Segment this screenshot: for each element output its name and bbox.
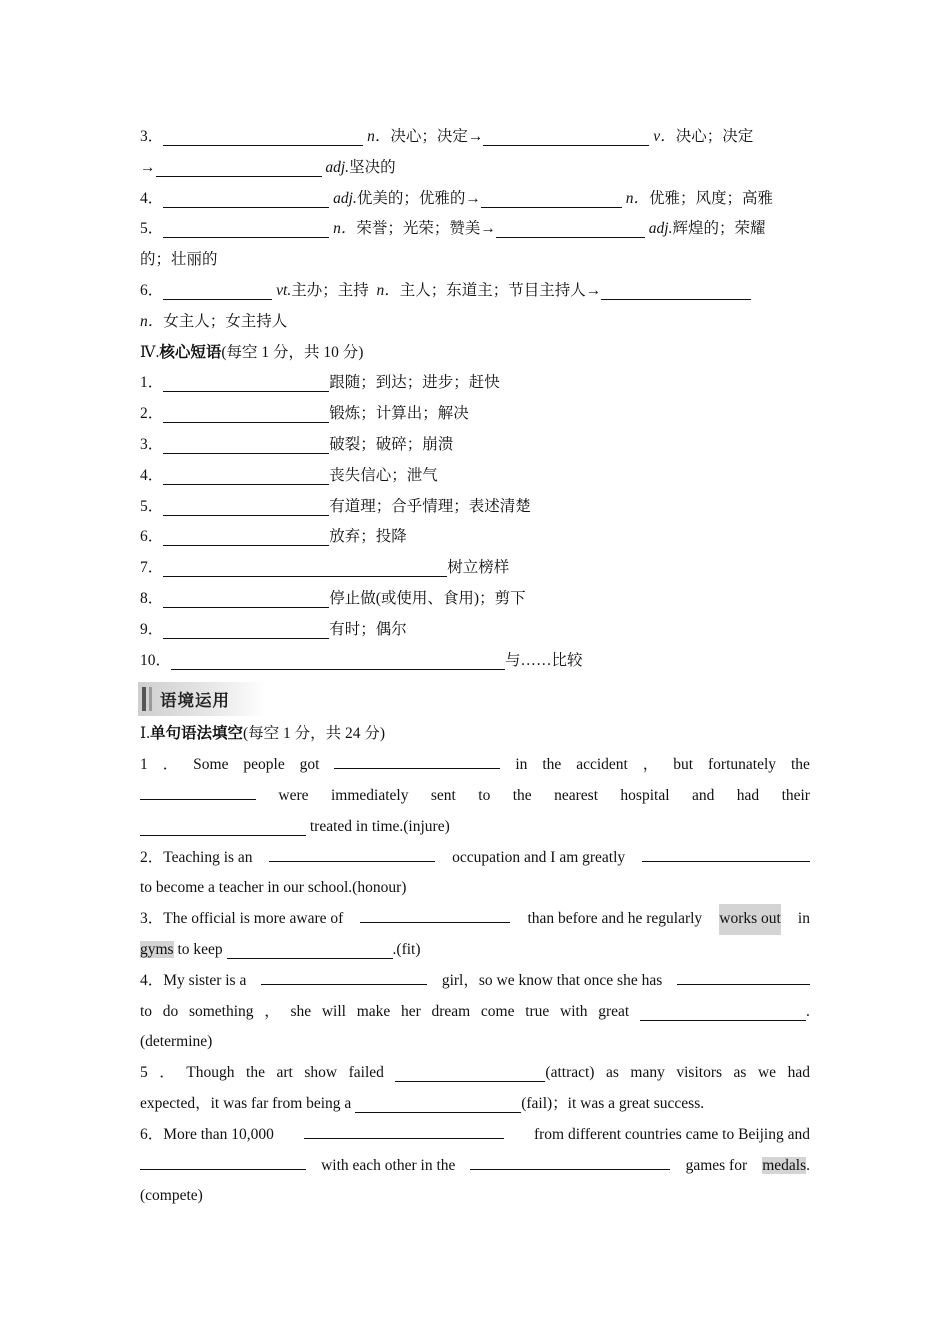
item-number: 9． xyxy=(140,620,164,638)
question-text: to become a teacher in our school.(honour) xyxy=(140,879,407,897)
answer-blank[interactable] xyxy=(642,843,810,862)
question-word: dream xyxy=(431,1002,471,1020)
answer-blank[interactable] xyxy=(163,404,329,423)
question-word: ， xyxy=(264,1002,280,1020)
meaning: 丧失信心；泄气 xyxy=(329,466,438,484)
q6-line-3 xyxy=(140,1181,810,1212)
phrase-item xyxy=(140,399,810,430)
answer-blank[interactable] xyxy=(227,940,393,959)
vocab-line-5-cont xyxy=(140,245,810,276)
question-text: (determine) xyxy=(140,1033,213,1051)
question-word: accident xyxy=(576,756,628,774)
question-word: got xyxy=(299,756,320,774)
question-text: with each other in the xyxy=(321,1156,456,1174)
question-word: were xyxy=(278,786,309,804)
banner-title: 语境运用 xyxy=(160,691,230,711)
question-word: Some xyxy=(193,756,229,774)
meaning: 坚决的 xyxy=(349,158,396,176)
answer-blank[interactable] xyxy=(470,1151,670,1170)
part-of-speech: n． xyxy=(333,220,357,238)
answer-blank[interactable] xyxy=(269,843,435,862)
item-number: 6． xyxy=(140,281,164,299)
question-word: as xyxy=(605,1064,619,1082)
question-text: to keep xyxy=(177,940,223,958)
item-number: 2． xyxy=(140,405,164,423)
meaning: 锻炼；计算出；解决 xyxy=(329,405,469,423)
question-word: show xyxy=(304,1064,338,1082)
meaning: 辉煌的；荣耀 xyxy=(672,220,766,238)
meaning: 优雅；风度；高雅 xyxy=(648,189,773,207)
item-number: 6． xyxy=(140,528,164,546)
meaning: 主人；东道主；节目主持人 xyxy=(399,281,586,299)
section-note: (每空 1 分，共 24 分) xyxy=(243,725,386,743)
phrase-item xyxy=(140,646,810,677)
arrow-icon: → xyxy=(467,128,484,145)
q2-line-1 xyxy=(140,843,810,874)
answer-blank[interactable] xyxy=(163,189,329,208)
vocab-line-4 xyxy=(140,184,810,215)
question-word: she xyxy=(290,1002,312,1020)
meaning: 荣誉；光荣；赞美 xyxy=(356,220,481,238)
meaning: 有时；偶尔 xyxy=(329,620,407,638)
part-of-speech: vt. xyxy=(276,281,292,299)
answer-blank[interactable] xyxy=(163,435,329,454)
meaning: 有道理；合乎情理；表述清楚 xyxy=(329,497,531,515)
arrow-icon: → xyxy=(585,281,602,299)
question-word: the xyxy=(542,756,562,774)
phrase-item xyxy=(140,368,810,399)
answer-blank[interactable] xyxy=(163,466,329,485)
question-word: art xyxy=(276,1064,293,1082)
item-number: 7． xyxy=(140,559,164,577)
phrase-item xyxy=(140,584,810,615)
part-of-speech: adj. xyxy=(333,189,357,207)
vocab-line-3-cont xyxy=(140,153,810,184)
q4-line-3 xyxy=(140,1027,810,1058)
answer-blank[interactable] xyxy=(163,127,363,146)
question-word: immediately xyxy=(330,786,409,804)
answer-blank[interactable] xyxy=(163,497,329,516)
meaning: 与……比较 xyxy=(505,651,583,669)
answer-blank[interactable] xyxy=(163,589,329,608)
meaning: 跟随；到达；进步；赶快 xyxy=(329,374,500,392)
arrow-icon: → xyxy=(140,158,156,176)
question-text: from different countries came to Beijing and xyxy=(533,1125,810,1143)
item-number: 4． xyxy=(140,466,164,484)
section-banner xyxy=(138,682,266,716)
vocab-line-6-cont xyxy=(140,307,810,338)
question-word: and xyxy=(691,786,715,804)
question-word: her xyxy=(400,1002,421,1020)
answer-blank[interactable] xyxy=(163,527,329,546)
answer-blank[interactable] xyxy=(163,620,329,639)
answer-blank[interactable] xyxy=(395,1063,545,1082)
q4-line-1 xyxy=(140,966,810,997)
arrow-icon: → xyxy=(465,189,481,207)
item-number: 3． xyxy=(140,128,164,145)
question-word: but xyxy=(673,756,694,774)
question-word: people xyxy=(243,756,285,774)
part-of-speech: adj. xyxy=(648,220,673,238)
answer-blank[interactable] xyxy=(334,750,500,769)
answer-blank[interactable] xyxy=(163,373,329,392)
item-number: 5． xyxy=(140,497,164,515)
q1-line-3 xyxy=(140,812,810,843)
item-number: 5． xyxy=(140,220,164,238)
section-number: Ⅳ. xyxy=(140,343,160,361)
question-word: 1 xyxy=(140,756,148,774)
q5-line-1 xyxy=(140,1058,810,1089)
meaning: 决心；决定 xyxy=(675,128,754,145)
banner-bar-icon xyxy=(149,687,152,711)
phrase-item xyxy=(140,522,810,553)
item-number: 3． xyxy=(140,435,164,453)
question-text: 4．My sister is a xyxy=(140,971,247,989)
vocab-line-6 xyxy=(140,276,810,307)
item-number: 8． xyxy=(140,589,164,607)
question-word: . xyxy=(806,1156,810,1174)
meaning: 女主人；女主持人 xyxy=(163,312,288,330)
question-word: had xyxy=(787,1064,810,1082)
answer-blank[interactable] xyxy=(140,817,306,836)
item-number: 10． xyxy=(140,651,172,669)
question-text: in xyxy=(797,910,810,928)
answer-blank[interactable] xyxy=(261,966,427,985)
question-word: ． xyxy=(162,756,179,774)
answer-blank[interactable] xyxy=(360,904,510,923)
part-of-speech: n． xyxy=(625,189,649,207)
q3-line-1 xyxy=(140,904,810,935)
answer-blank[interactable] xyxy=(355,1094,521,1113)
answer-blank[interactable] xyxy=(140,781,256,800)
question-text: .(fit) xyxy=(392,940,421,958)
section-title: 核心短语 xyxy=(159,343,222,361)
item-number: 4． xyxy=(140,189,164,207)
meaning: 停止做(或使用、食用)；剪下 xyxy=(329,589,526,607)
question-word: in xyxy=(515,756,528,774)
question-word: visitors xyxy=(676,1064,723,1082)
q6-line-2 xyxy=(140,1151,810,1182)
question-text: (compete) xyxy=(140,1187,203,1205)
question-word: (attract) xyxy=(545,1064,595,1082)
meaning: 破裂；破碎；崩溃 xyxy=(329,435,454,453)
question-word: make xyxy=(356,1002,391,1020)
phrase-item xyxy=(140,553,810,584)
question-word: Though xyxy=(186,1064,235,1082)
arrow-icon: → xyxy=(480,220,496,238)
question-word: do xyxy=(162,1002,179,1020)
phrase-item xyxy=(140,492,810,523)
answer-blank[interactable] xyxy=(640,1002,806,1021)
question-word: the xyxy=(512,786,532,804)
q5-line-2 xyxy=(140,1089,810,1120)
part-of-speech: adj. xyxy=(325,158,350,176)
answer-blank[interactable] xyxy=(156,158,322,177)
question-text: than before and he regularly xyxy=(527,910,703,928)
answer-blank[interactable] xyxy=(163,558,447,577)
phrase-item xyxy=(140,615,810,646)
worksheet-page xyxy=(140,122,810,1212)
question-text: expected，it was far from being a xyxy=(140,1094,352,1112)
question-word: to xyxy=(478,786,491,804)
question-word: true xyxy=(525,1002,550,1020)
question-text: occupation and I am greatly xyxy=(452,848,626,866)
highlighted-phrase: gyms xyxy=(140,940,174,958)
answer-blank[interactable] xyxy=(481,189,622,208)
question-word: . xyxy=(805,1002,810,1020)
question-word: sent xyxy=(430,786,456,804)
question-word: the xyxy=(790,756,810,774)
question-text: 2．Teaching is an xyxy=(140,848,253,866)
answer-blank[interactable] xyxy=(483,127,649,146)
question-word: failed xyxy=(348,1064,384,1082)
question-word: with xyxy=(560,1002,588,1020)
question-word: hospital xyxy=(620,786,670,804)
part-of-speech: v． xyxy=(653,128,676,145)
section-number: Ⅰ. xyxy=(140,725,150,743)
vocab-line-3 xyxy=(140,122,810,153)
q1-line-2 xyxy=(140,781,810,812)
question-word: come xyxy=(480,1002,515,1020)
part-of-speech: n． xyxy=(376,281,400,299)
section-title: 单句语法填空 xyxy=(150,725,244,743)
question-word: we xyxy=(757,1064,777,1082)
question-word: something xyxy=(188,1002,254,1020)
answer-blank[interactable] xyxy=(601,281,751,300)
banner-bar-icon xyxy=(142,687,146,711)
question-word: their xyxy=(781,786,810,804)
question-word: fortunately xyxy=(708,756,777,774)
answer-blank[interactable] xyxy=(304,1120,504,1139)
answer-blank[interactable] xyxy=(163,219,329,238)
phrase-item xyxy=(140,461,810,492)
answer-blank[interactable] xyxy=(140,1151,306,1170)
question-text: 6．More than 10,000 xyxy=(140,1125,274,1143)
highlighted-phrase: works out xyxy=(719,904,781,935)
meaning: 放弃；投降 xyxy=(329,528,407,546)
part-of-speech: n． xyxy=(367,128,391,145)
question-word: as xyxy=(733,1064,747,1082)
grammar-header xyxy=(140,719,810,750)
q1-line-1 xyxy=(140,750,810,781)
question-text: treated in time.(injure) xyxy=(309,817,450,835)
meaning: 的；壮丽的 xyxy=(140,251,218,269)
question-text: girl，so we know that once she has xyxy=(441,971,663,989)
meaning: 树立榜样 xyxy=(447,559,510,577)
question-word: will xyxy=(321,1002,346,1020)
answer-blank[interactable] xyxy=(171,651,505,670)
answer-blank[interactable] xyxy=(496,219,645,238)
part-of-speech: n． xyxy=(140,312,164,330)
question-word: great xyxy=(598,1002,630,1020)
question-text: 3．The official is more aware of xyxy=(140,910,344,928)
meaning: 决心；决定 xyxy=(390,128,468,145)
answer-blank[interactable] xyxy=(163,281,272,300)
question-word: the xyxy=(246,1064,265,1082)
meaning: 主办；主持 xyxy=(291,281,369,299)
question-word: to xyxy=(140,1002,153,1020)
question-word: nearest xyxy=(554,786,598,804)
section-note: (每空 1 分，共 10 分) xyxy=(221,343,364,361)
question-text: games for xyxy=(685,1156,748,1174)
phrases-header xyxy=(140,338,810,369)
q3-line-2 xyxy=(140,935,810,966)
phrase-item xyxy=(140,430,810,461)
question-word: ， xyxy=(642,756,659,774)
vocab-line-5 xyxy=(140,214,810,245)
q2-line-2 xyxy=(140,873,810,904)
meaning: 优美的；优雅的 xyxy=(356,189,466,207)
q4-line-2 xyxy=(140,997,810,1028)
question-word: had xyxy=(736,786,760,804)
answer-blank[interactable] xyxy=(677,966,810,985)
question-text: (fail)；it was a great success. xyxy=(521,1094,705,1112)
item-number: 1． xyxy=(140,374,164,392)
question-word: 5 xyxy=(140,1064,148,1082)
question-word: many xyxy=(630,1064,665,1082)
highlighted-phrase: medals xyxy=(762,1156,807,1174)
q6-line-1 xyxy=(140,1120,810,1151)
question-word: ． xyxy=(159,1064,175,1082)
